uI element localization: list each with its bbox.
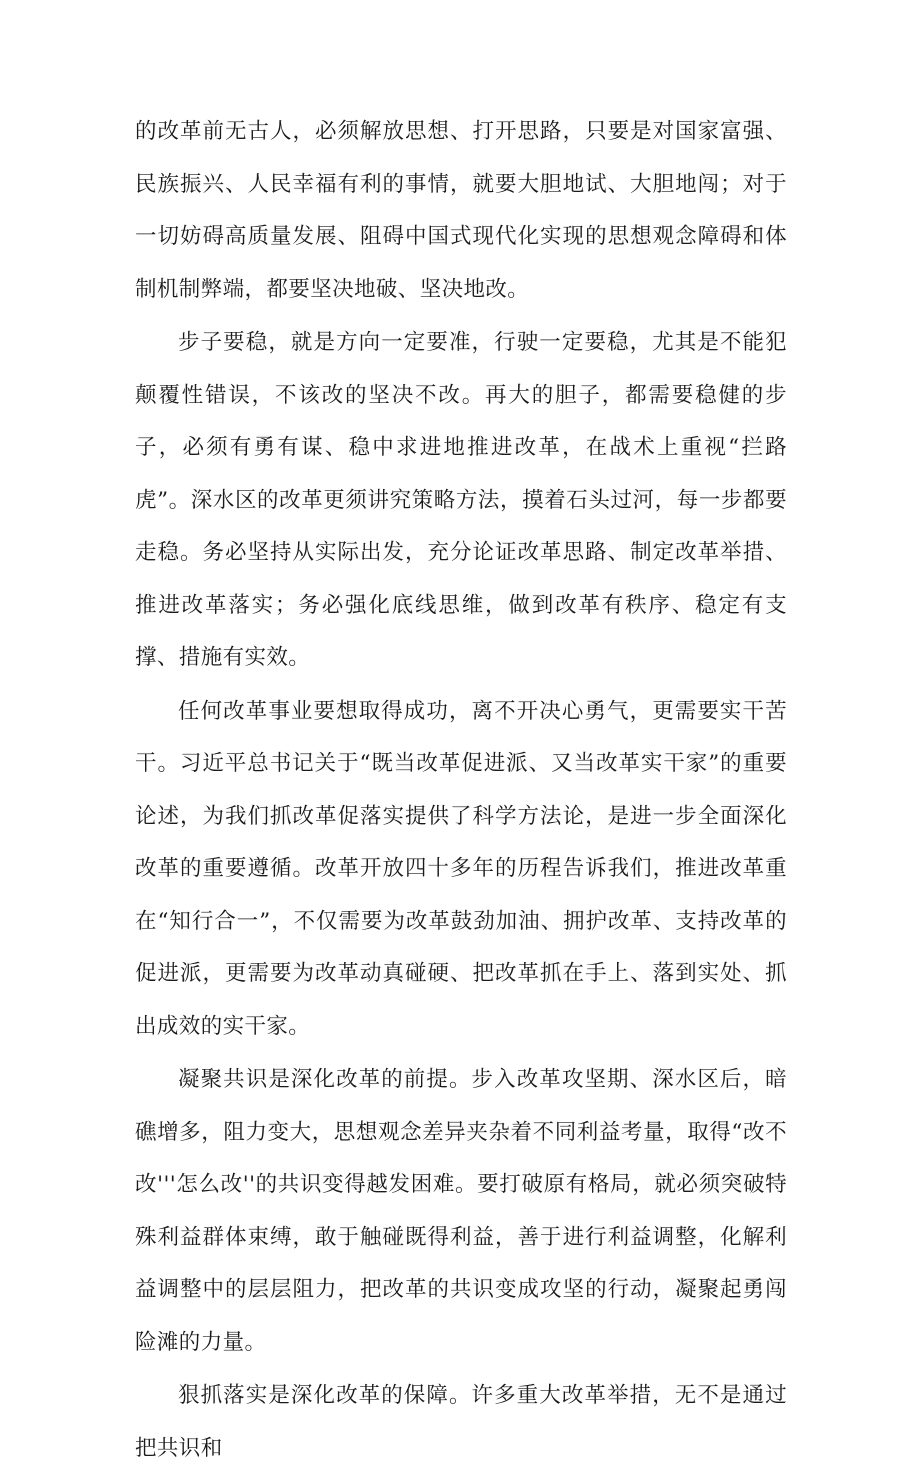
- paragraph: 狠抓落实是深化改革的保障。许多重大改革举措，无不是通过把共识和: [135, 1383, 787, 1461]
- paragraph: 步子要稳，就是方向一定要准，行驶一定要稳，尤其是不能犯颠覆性错误，不该改的坚决不改。再大的胆子，都需要稳健的步子，必须有勇有谋、稳中求进地推进改革，在战术上重视“拦路虎”。深水区的改革更须讲究策略方法，摸着石头过河，每一步都要走稳。务必坚持从实际出发，充分论证改革思路、制定改革举措、推进改革落实；务必强化底线思维，做到改革有秩序、稳定有支撑、措施有实效。: [135, 330, 787, 670]
- document-body: [135, 106, 787, 1475]
- paragraph: 凝聚共识是深化改革的前提。步入改革攻坚期、深水区后，暗礁增多，阻力变大，思想观念差异夹杂着不同利益考量，取得“改不改'''怎么改''的共识变得越发困难。要打破原有格局，就必须突破特殊利益群体束缚，敢于触碰既得利益，善于进行利益调整，化解利益调整中的层层阻力，把改革的共识变成攻坚的行动，凝聚起勇闯险滩的力量。: [135, 1067, 787, 1355]
- paragraph: 的改革前无古人，必须解放思想、打开思路，只要是对国家富强、民族振兴、人民幸福有利的事情，就要大胆地试、大胆地闯；对于一切妨碍高质量发展、阻碍中国式现代化实现的思想观念障碍和体制机制弊端，都要坚决地破、坚决地改。: [135, 119, 787, 302]
- paragraph: 任何改革事业要想取得成功，离不开决心勇气，更需要实干苦干。习近平总书记关于“既当改革促进派、又当改革实干家”的重要论述，为我们抓改革促落实提供了科学方法论，是进一步全面深化改革的重要遵循。改革开放四十多年的历程告诉我们，推进改革重在“知行合一”，不仅需要为改革鼓劲加油、拥护改革、支持改革的促进派，更需要为改革动真碰硬、把改革抓在手上、落到实处、抓出成效的实干家。: [135, 698, 787, 1039]
